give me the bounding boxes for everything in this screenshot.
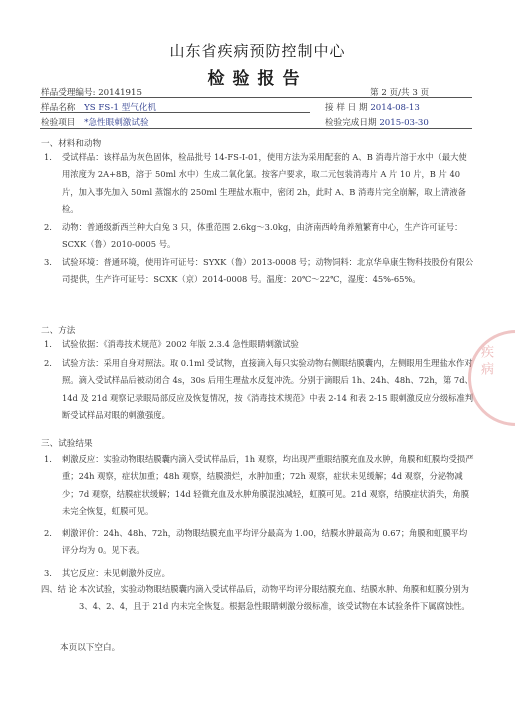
official-seal-text: 疾病 (478, 345, 493, 379)
sample-no-value: 20141915 (98, 88, 142, 98)
item-number: 1. (44, 339, 52, 349)
organization-name: 山东省疾病预防控制中心 (169, 42, 346, 60)
item-number: 1. (44, 152, 52, 162)
received-row (325, 101, 420, 113)
item-number: 1. (44, 454, 52, 464)
item-text: 试验环境：普通环境，使用许可证号：SYXK（鲁）2013-0008 号；动物饲料：北京华阜康生物科技股份有限公司提供，生产许可证号：SCXK（京）2014-0008 号。温度：20℃～22℃，湿度：45%-65%。 (62, 257, 474, 285)
completed-date: 2015-03-30 (379, 118, 429, 128)
section1-item-2 (44, 219, 474, 254)
sample-name-label: 样品名称 (41, 103, 76, 113)
received-date: 2014-08-13 (370, 103, 420, 113)
item-text: 受试样品：该样品为灰色固体，检品批号 14-FS-I-01，使用方法为采用配套的 A、B 消毒片溶于水中（最大使用浓度为 2A+8B，溶于 50ml 水中）生成二氧化氯。按客户要求，取二元包装消毒片 A 片 10 片，B 片 40 片，加入事先加入 50ml 蒸馏水的 250ml 生理盐水瓶中，密闭 2h，此时 A、B 消毒片完全崩解，取上清液备检。 (62, 152, 467, 215)
item-number: 3. (44, 257, 52, 267)
section4-heading: 四、结 论 (41, 584, 77, 594)
section4-conclusion (41, 581, 474, 616)
page-indicator: 第 2 页/共 3 页 (370, 88, 430, 98)
item-text: 动物：普通级新西兰种大白兔 3 只，体重范围 2.6kg～3.0kg，由济南西岭角养殖繁育中心，生产许可证号：SCXK（鲁）2010-0005 号。 (62, 222, 463, 250)
section1-item-3 (44, 254, 474, 289)
header-rule-3 (40, 128, 472, 129)
header-rule-1 (40, 97, 472, 98)
section2-heading: 二、方法 (41, 326, 76, 336)
item-text: 试验方法：采用自身对照法。取 0.1ml 受试物，直接滴入每只实验动物右侧眼结膜囊内，左侧眼用生理盐水作对照。滴入受试样品后被动闭合 4s，30s 后用生理盐水反复冲洗。分别于滴眼后 1h、24h、48h、72h，第 7d、14d 及 21d 观察记录眼局部反应及恢复情况，按《消毒技术规范》中表 2-14 和表 2-15 眼刺激反应分级标准判断受试样品对眼的刺激强度。 (62, 358, 474, 421)
item-number: 2. (44, 528, 52, 538)
report-title: 检验报告 (207, 69, 308, 89)
item-number: 2. (44, 222, 52, 232)
item-number: 3. (44, 568, 52, 578)
header-rule-2 (40, 112, 310, 113)
item-text: 试验依据：《消毒技术规范》2002 年版 2.3.4 急性眼睛刺激试验 (62, 339, 299, 349)
item-number: 2. (44, 358, 52, 368)
section3-item-3 (44, 565, 474, 582)
section3-heading: 三、试验结果 (41, 439, 93, 449)
item-text: 刺激评价：24h、48h、72h，动物眼结膜充血平均评分最高为 1.00，结膜水肿最高为 0.67；角膜和虹膜平均评分均为 0。见下表。 (62, 528, 468, 556)
completed-label: 检验完成日期 (325, 118, 377, 128)
section1-item-1 (44, 149, 474, 219)
section1-heading: 一、材料和动物 (41, 139, 102, 149)
blank-note: 本页以下空白。 (60, 643, 121, 653)
item-text: 刺激反应：实验动物眼结膜囊内滴入受试样品后，1h 观察，均出现严重眼结膜充血及水肿，角膜和虹膜均受损严重；24h 观察，症状加重；48h 观察，结膜溃烂，水肿加重；72h 观察，症状未见缓解；4d 观察，分泌物减少；7d 观察，结膜症状缓解；14d 轻微充血及水肿角膜混浊减轻，虹膜可见。21d 观察，结膜症状消失，角膜未完全恢复，虹膜可见。 (62, 454, 474, 517)
sample-no-label: 样品受理编号: (41, 88, 96, 98)
conclusion-text: 本次试验，实验动物眼结膜囊内滴入受试样品后，动物平均评分眼结膜充血、结膜水肿、角膜和虹膜分别为 3、4、2、4，且于 21d 内未完全恢复。根据急性眼睛刺激分级标准，该受试物在本试验条件下属腐蚀性。 (79, 584, 470, 612)
section3-item-1 (44, 451, 474, 521)
sample-name-value: YS FS-1 型气化机 (84, 103, 157, 113)
item-text: 其它反应：未见刺激外反应。 (62, 568, 170, 578)
test-item-row (41, 116, 149, 128)
section2-item-2 (44, 355, 474, 425)
section3-item-2 (44, 525, 474, 560)
test-item-value: *急性眼刺激试验 (84, 118, 149, 128)
received-label: 接 样 日 期 (325, 103, 368, 113)
section2-item-1 (44, 336, 474, 353)
completed-row (325, 116, 429, 128)
test-item-label: 检验项目 (41, 118, 76, 128)
